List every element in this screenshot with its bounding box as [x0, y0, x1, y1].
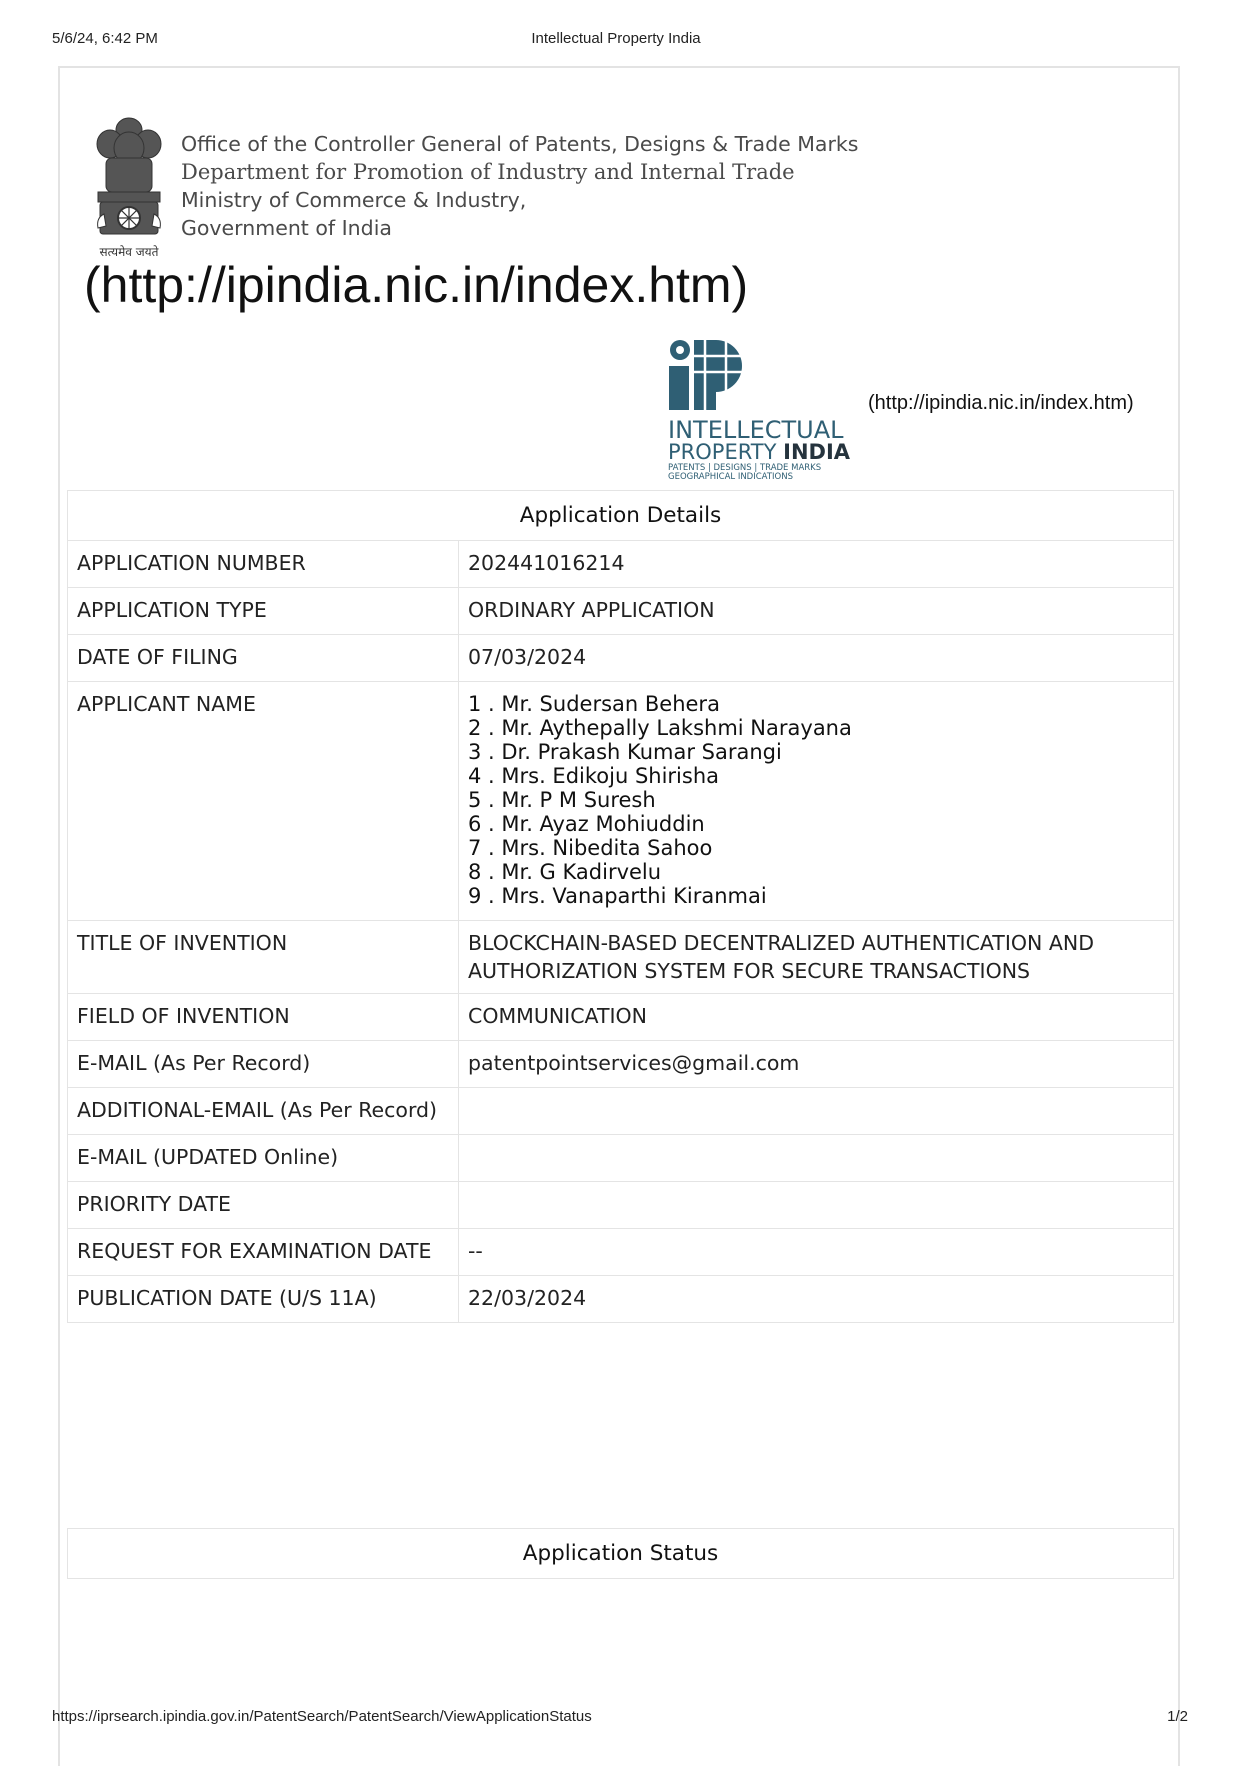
title-of-invention-value: BLOCKCHAIN-BASED DECENTRALIZED AUTHENTICATION AND AUTHORIZATION SYSTEM FOR SECURE TRANSACTIONS: [459, 921, 1174, 994]
logo-line-1: INTELLECTUAL: [668, 416, 844, 444]
application-details-heading: Application Details: [68, 491, 1174, 541]
additional-email-label: ADDITIONAL-EMAIL (As Per Record): [68, 1088, 459, 1135]
application-number-label: APPLICATION NUMBER: [68, 541, 459, 588]
request-exam-date-label: REQUEST FOR EXAMINATION DATE: [68, 1229, 459, 1276]
table-row: [68, 1088, 1174, 1135]
table-row: [68, 1135, 1174, 1182]
table-row: [68, 921, 1174, 994]
publication-date-value: 22/03/2024: [459, 1276, 1174, 1323]
org-line-2: Department for Promotion of Industry and Internal Trade: [181, 160, 795, 184]
priority-date-label: PRIORITY DATE: [68, 1182, 459, 1229]
table-row: [68, 635, 1174, 682]
applicant-item: 8 . Mr. G Kadirvelu: [468, 860, 662, 884]
application-type-label: APPLICATION TYPE: [68, 588, 459, 635]
logo-line-4: GEOGRAPHICAL INDICATIONS: [668, 472, 793, 480]
table-header-row: [68, 491, 1174, 541]
additional-email-value: [459, 1088, 1174, 1135]
table-row: [68, 1276, 1174, 1323]
table-row: [68, 682, 1174, 921]
emblem-motto: सत्यमेव जयते: [99, 245, 159, 259]
table-header-row: [68, 1529, 1174, 1579]
table-row: [68, 588, 1174, 635]
priority-date-value: [459, 1182, 1174, 1229]
home-link-small[interactable]: (http://ipindia.nic.in/index.htm): [868, 392, 1134, 414]
date-of-filing-value: 07/03/2024: [459, 635, 1174, 682]
print-url: https://iprsearch.ipindia.gov.in/PatentSearch/PatentSearch/ViewApplicationStatus: [52, 1708, 592, 1725]
table-row: [68, 1041, 1174, 1088]
title-of-invention-label: TITLE OF INVENTION: [68, 921, 459, 994]
application-details-table: [67, 490, 1174, 1323]
applicant-item: 4 . Mrs. Edikoju Shirisha: [468, 764, 720, 788]
table-row: [68, 541, 1174, 588]
application-status-table: [67, 1528, 1174, 1579]
applicant-item: 6 . Mr. Ayaz Mohiuddin: [468, 812, 705, 836]
email-updated-label: E-MAIL (UPDATED Online): [68, 1135, 459, 1182]
table-row: [68, 1229, 1174, 1276]
application-type-value: ORDINARY APPLICATION: [459, 588, 1174, 635]
ip-india-logo-icon[interactable]: [668, 336, 864, 480]
date-of-filing-label: DATE OF FILING: [68, 635, 459, 682]
application-status-heading: Application Status: [68, 1529, 1174, 1579]
logo-line-3: PATENTS | DESIGNS | TRADE MARKS: [668, 463, 822, 473]
org-line-1: Office of the Controller General of Patents, Designs & Trade Marks: [181, 132, 859, 156]
table-row: [68, 1182, 1174, 1229]
org-name-block: [181, 130, 858, 242]
national-emblem-icon: [88, 114, 170, 262]
applicant-item: 1 . Mr. Sudersan Behera: [468, 692, 720, 716]
print-footer: [52, 1708, 1188, 1728]
home-link-large[interactable]: (http://ipindia.nic.in/index.htm): [84, 257, 749, 313]
field-of-invention-value: COMMUNICATION: [459, 994, 1174, 1041]
print-datetime: 5/6/24, 6:42 PM: [52, 30, 158, 47]
print-header: [52, 30, 1180, 50]
org-line-4: Government of India: [181, 216, 392, 240]
applicant-item: 9 . Mrs. Vanaparthi Kiranmai: [468, 884, 767, 908]
page-number: 1/2: [1167, 1708, 1188, 1725]
applicant-item: 5 . Mr. P M Suresh: [468, 788, 656, 812]
applicant-item: 2 . Mr. Aythepally Lakshmi Narayana: [468, 716, 852, 740]
org-line-3: Ministry of Commerce & Industry,: [181, 188, 527, 212]
email-updated-value: [459, 1135, 1174, 1182]
email-label: E-MAIL (As Per Record): [68, 1041, 459, 1088]
applicant-name-label: APPLICANT NAME: [68, 682, 459, 921]
logo-line-2: PROPERTY INDIA: [668, 440, 851, 464]
applicant-item: 3 . Dr. Prakash Kumar Sarangi: [468, 740, 782, 764]
table-row: [68, 994, 1174, 1041]
applicant-name-list: [459, 682, 1174, 921]
email-value: patentpointservices@gmail.com: [459, 1041, 1174, 1088]
request-exam-date-value: --: [459, 1229, 1174, 1276]
print-page-title: Intellectual Property India: [531, 30, 701, 47]
publication-date-label: PUBLICATION DATE (U/S 11A): [68, 1276, 459, 1323]
application-number-value: 202441016214: [459, 541, 1174, 588]
field-of-invention-label: FIELD OF INVENTION: [68, 994, 459, 1041]
applicant-item: 7 . Mrs. Nibedita Sahoo: [468, 836, 713, 860]
